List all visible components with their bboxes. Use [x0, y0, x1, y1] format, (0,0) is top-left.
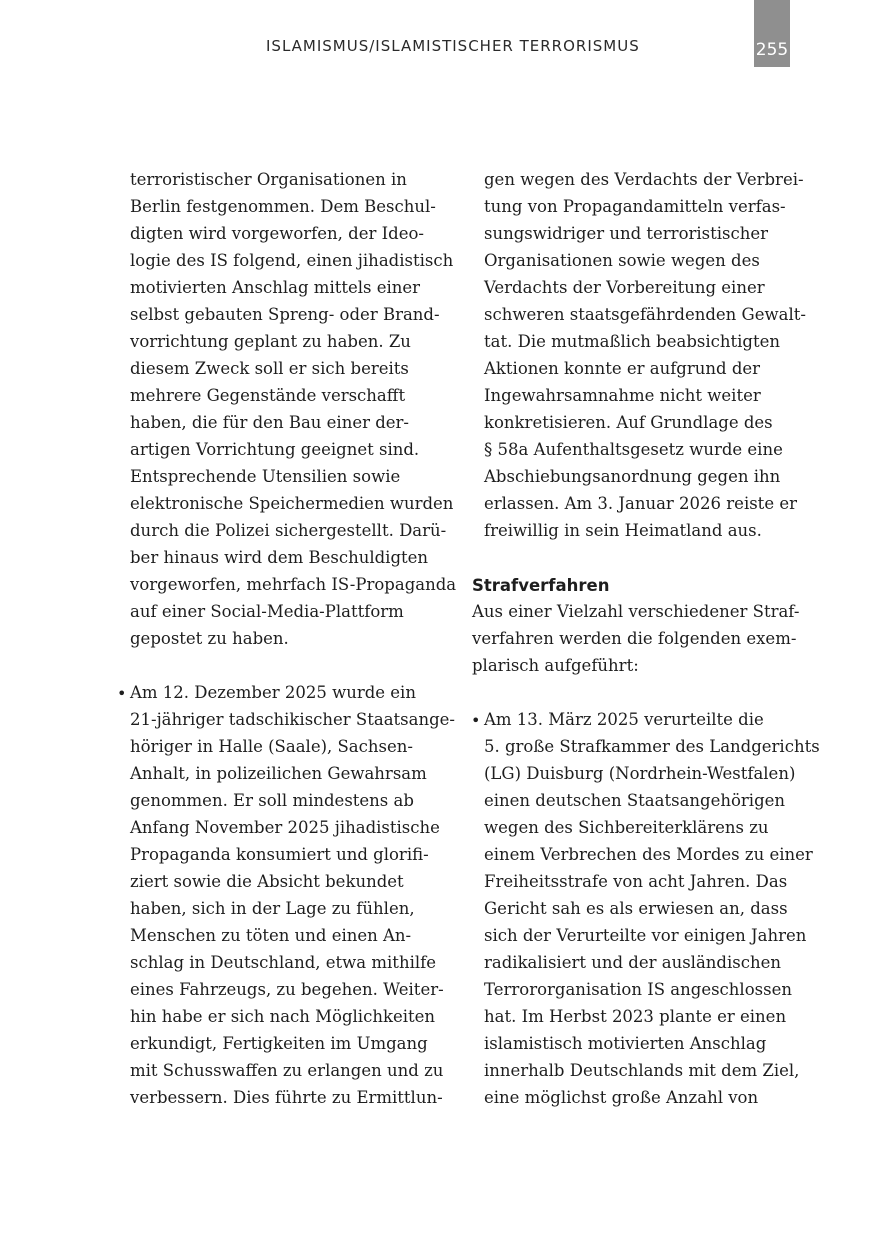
paragraph-line: vorrichtung geplant zu haben. Zu: [130, 332, 411, 351]
paragraph-line: auf einer Social-Media-Plattform: [130, 602, 404, 621]
bullet-line: erkundigt, Fertigkeiten im Umgang: [130, 1034, 428, 1053]
bullet-line: sich der Verurteilte vor einigen Jahren: [484, 926, 807, 945]
paragraph-line: konkretisieren. Auf Grundlage des: [484, 413, 773, 432]
bullet-line: einem Verbrechen des Mordes zu einer: [484, 845, 813, 864]
bullet-line: 21-jähriger tadschikischer Staatsange-: [130, 710, 455, 729]
bullet-line: ziert sowie die Absicht bekundet: [130, 872, 404, 891]
paragraph-line: digten wird vorgeworfen, der Ideo-: [130, 224, 424, 243]
bullet-marker: •: [117, 684, 127, 703]
bullet-line: islamistisch motivierten Anschlag: [484, 1034, 767, 1053]
paragraph-line: vorgeworfen, mehrfach IS-Propaganda: [130, 575, 457, 594]
paragraph-line: Organisationen sowie wegen des: [484, 251, 760, 270]
bullet-line: hin habe er sich nach Möglichkeiten: [130, 1007, 436, 1026]
bullet-line: hat. Im Herbst 2023 plante er einen: [484, 1007, 787, 1026]
page-number: 255: [755, 40, 789, 60]
bullet-line: Propaganda konsumiert und glorifi-: [130, 845, 429, 864]
paragraph-line: logie des IS folgend, einen jihadistisch: [130, 251, 454, 270]
paragraph-line: tat. Die mutmaßlich beabsichtigten: [484, 332, 781, 351]
bullet-line: schlag in Deutschland, etwa mithilfe: [130, 953, 436, 972]
bullet-line: einen deutschen Staatsangehörigen: [484, 791, 786, 810]
bullet-line: mit Schusswaffen zu erlangen und zu: [130, 1061, 444, 1080]
bullet-line: Anhalt, in polizeilichen Gewahrsam: [130, 764, 427, 783]
bullet-marker: •: [471, 711, 481, 730]
intro-line: verfahren werden die folgenden exem-: [472, 629, 797, 648]
paragraph-line: durch die Polizei sichergestellt. Darü-: [130, 521, 447, 540]
bullet-line: Terrororganisation IS angeschlossen: [484, 980, 792, 999]
bullet-line: verbessern. Dies führte zu Ermittlun-: [130, 1088, 443, 1107]
bullet-line: Am 12. Dezember 2025 wurde ein: [130, 683, 416, 702]
paragraph-line: schweren staatsgefährdenden Gewalt-: [484, 305, 806, 324]
bullet-line: Am 13. März 2025 verurteilte die: [484, 710, 764, 729]
paragraph-line: sungswidriger und terroristischer: [484, 224, 769, 243]
paragraph-line: Abschiebungsanordnung gegen ihn: [484, 467, 781, 486]
paragraph-line: ber hinaus wird dem Beschuldigten: [130, 548, 429, 567]
bullet-line: haben, sich in der Lage zu fühlen,: [130, 899, 415, 918]
paragraph-line: gen wegen des Verdachts der Verbrei-: [484, 170, 804, 189]
bullet-line: eine möglichst große Anzahl von: [484, 1088, 759, 1107]
intro-line: Aus einer Vielzahl verschiedener Straf-: [472, 602, 800, 621]
paragraph-line: erlassen. Am 3. Januar 2026 reiste er: [484, 494, 797, 513]
bullet-line: Gericht sah es als erwiesen an, dass: [484, 899, 788, 918]
paragraph-line: Berlin festgenommen. Dem Beschul-: [130, 197, 436, 216]
bullet-line: Anfang November 2025 jihadistische: [130, 818, 440, 837]
bullet-line: genommen. Er soll mindestens ab: [130, 791, 414, 810]
paragraph-line: motivierten Anschlag mittels einer: [130, 278, 421, 297]
paragraph-line: tung von Propagandamitteln verfas-: [484, 197, 786, 216]
paragraph-line: Aktionen konnte er aufgrund der: [484, 359, 761, 378]
bullet-line: eines Fahrzeugs, zu begehen. Weiter-: [130, 980, 444, 999]
bullet-line: höriger in Halle (Saale), Sachsen-: [130, 737, 413, 756]
paragraph-line: haben, die für den Bau einer der-: [130, 413, 410, 432]
intro-line: plarisch aufgeführt:: [472, 656, 639, 675]
bullet-line: (LG) Duisburg (Nordrhein-Westfalen): [484, 764, 796, 783]
bullet-line: wegen des Sichbereiterklärens zu: [484, 818, 769, 837]
bullet-line: radikalisiert und der ausländischen: [484, 953, 781, 972]
section-heading: Strafverfahren: [472, 576, 610, 595]
paragraph-line: elektronische Speichermedien wurden: [130, 494, 454, 513]
paragraph-line: diesem Zweck soll er sich bereits: [130, 359, 409, 378]
paragraph-line: artigen Vorrichtung geeignet sind.: [130, 440, 420, 459]
paragraph-line: mehrere Gegenstände verschafft: [130, 386, 406, 405]
paragraph-line: selbst gebauten Spreng- oder Brand-: [130, 305, 440, 324]
bullet-line: innerhalb Deutschlands mit dem Ziel,: [484, 1061, 800, 1080]
paragraph-line: § 58a Aufenthaltsgesetz wurde eine: [484, 440, 783, 459]
page-number-tab: [754, 0, 790, 67]
bullet-line: Menschen zu töten und einen An-: [130, 926, 412, 945]
bullet-line: 5. große Strafkammer des Landgerichts: [484, 737, 820, 756]
paragraph-line: Entsprechende Utensilien sowie: [130, 467, 401, 486]
paragraph-line: Verdachts der Vorbereitung einer: [484, 278, 765, 297]
paragraph-line: freiwillig in sein Heimatland aus.: [484, 521, 762, 540]
paragraph-line: terroristischer Organisationen in: [130, 170, 407, 189]
paragraph-line: gepostet zu haben.: [130, 629, 289, 648]
paragraph-line: Ingewahrsamnahme nicht weiter: [484, 386, 761, 405]
running-title: ISLAMISMUS/ISLAMISTISCHER TERRORISMUS: [266, 37, 640, 55]
bullet-line: Freiheitsstrafe von acht Jahren. Das: [484, 872, 788, 891]
